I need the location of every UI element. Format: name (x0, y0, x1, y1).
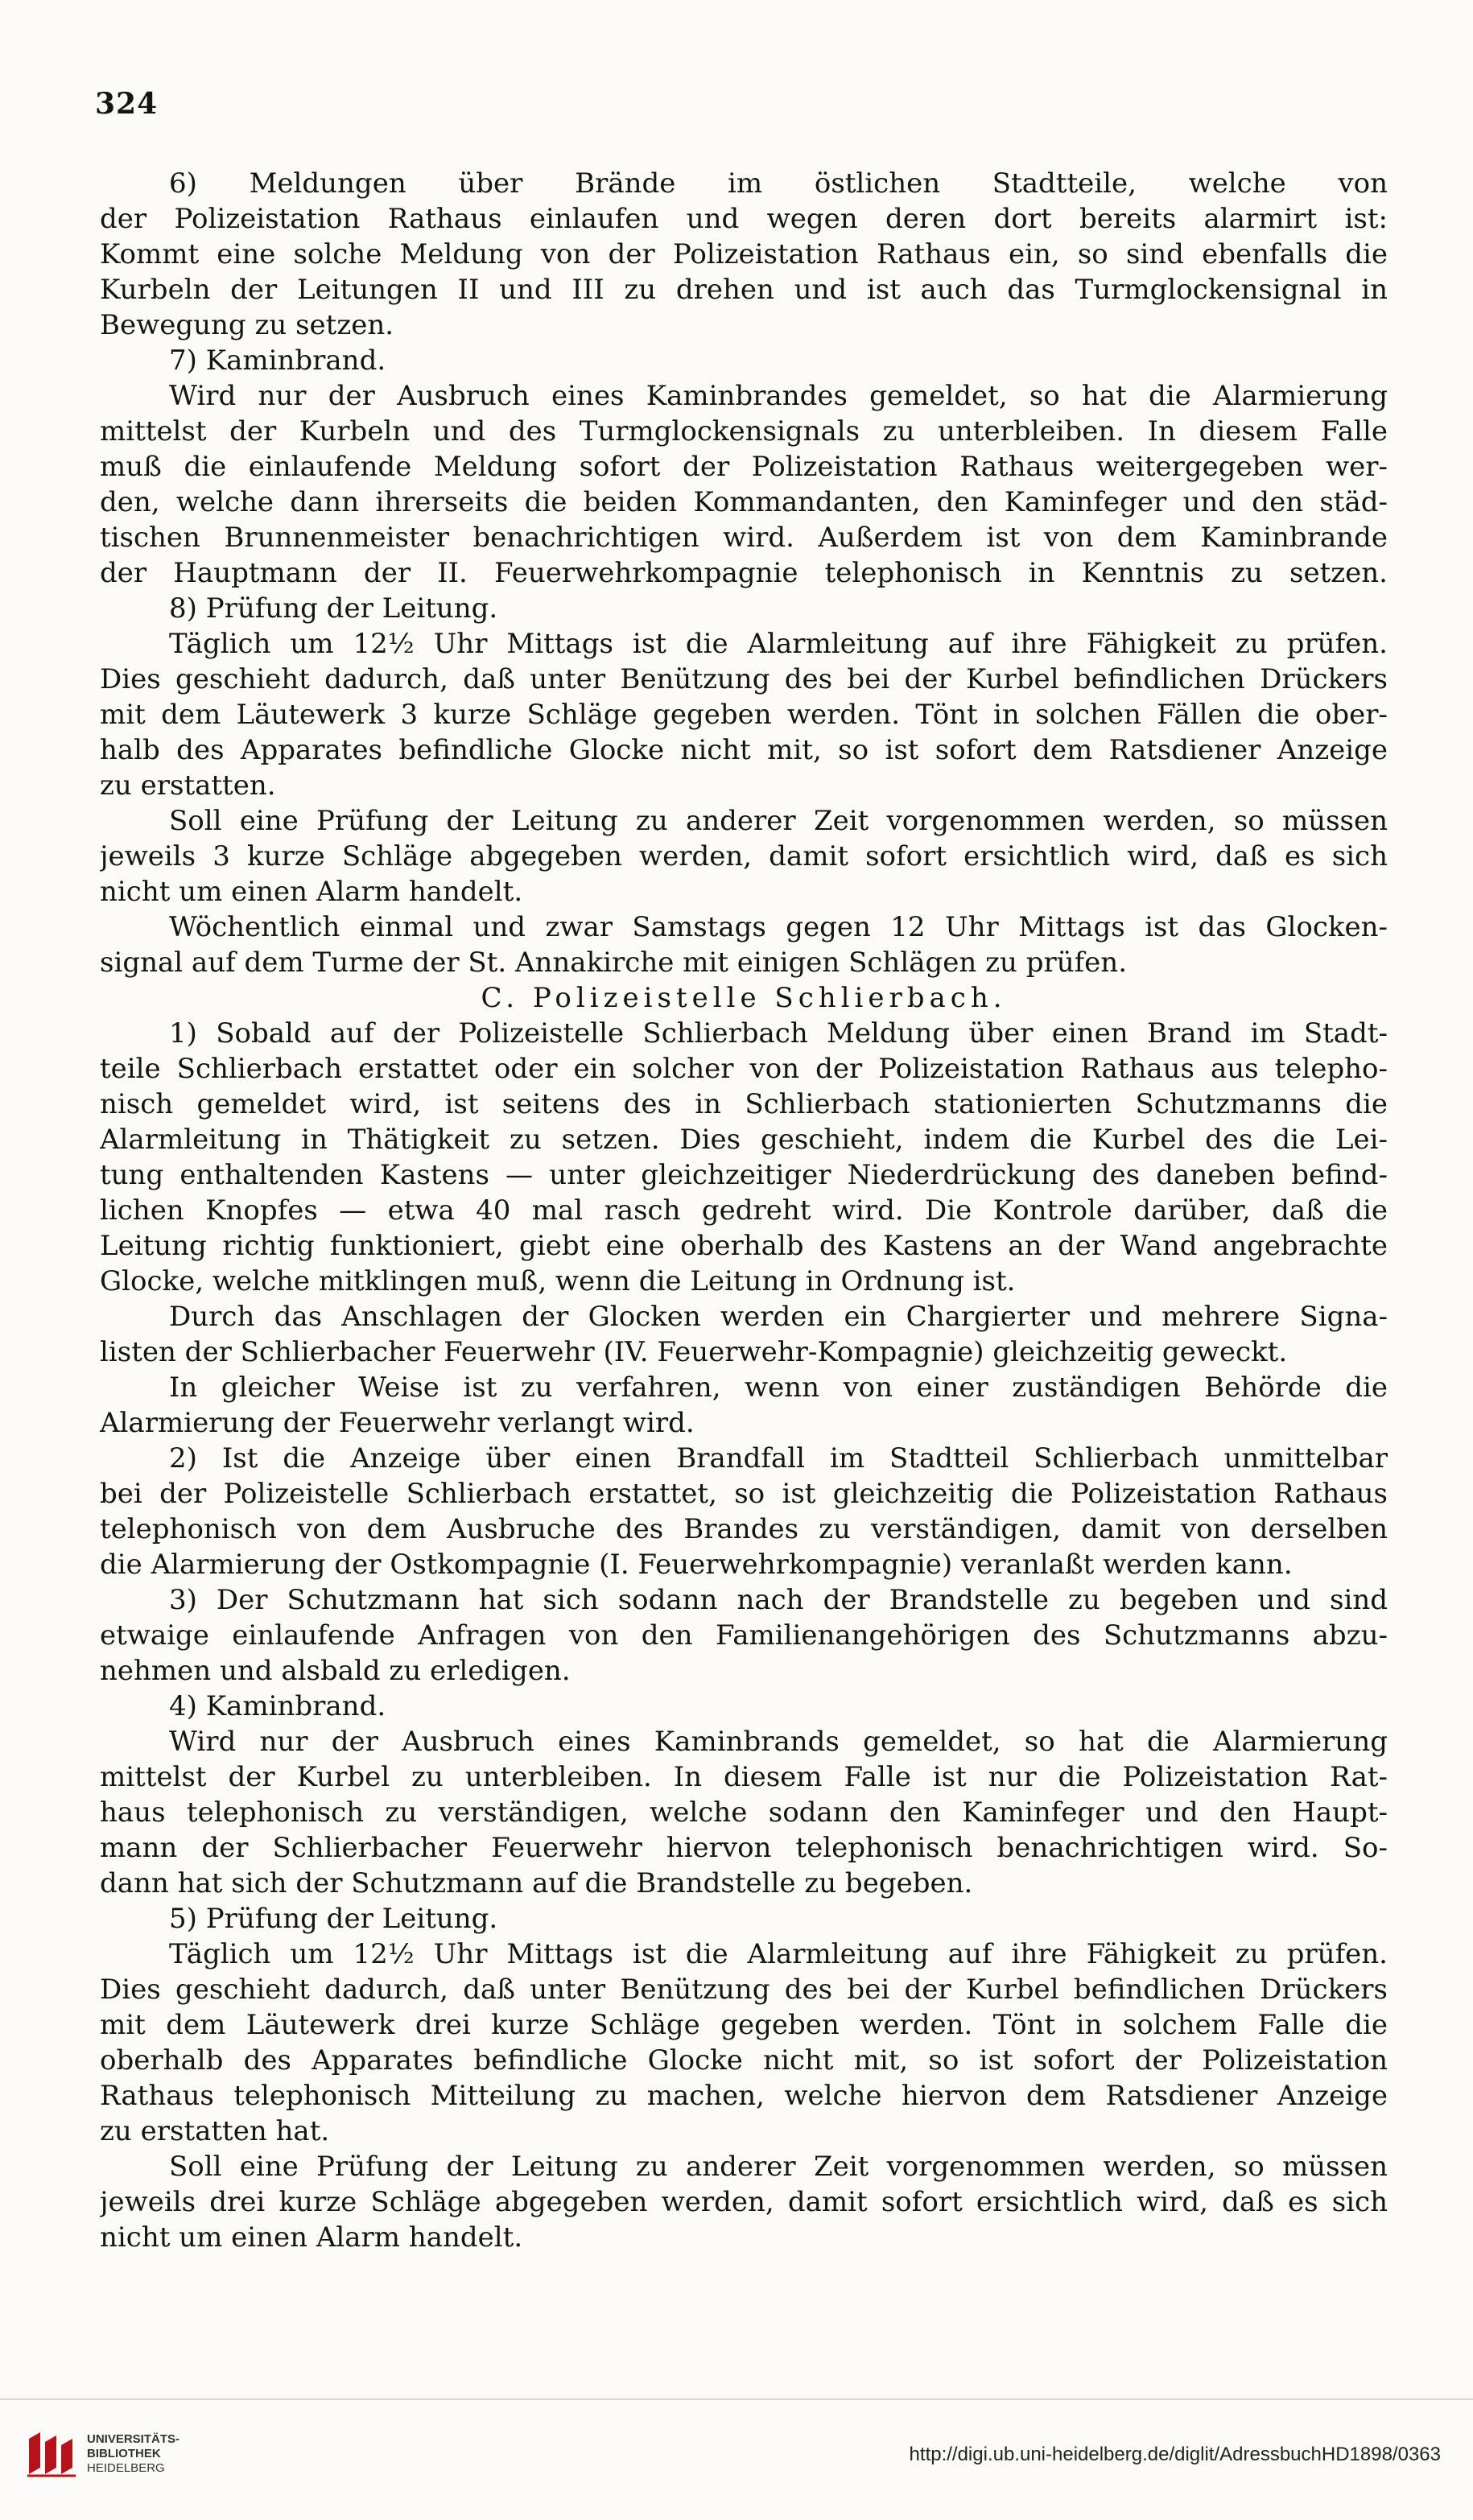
text-line: halb des Apparates befindliche Glocke nicht mit, so ist sofort dem Ratsdiener Anzeige (100, 734, 1388, 766)
text-line: mann der Schlierbacher Feuerwehr hiervon telephonisch benachrichtigen wird. So- (100, 1832, 1388, 1864)
page-body-text (100, 166, 1388, 2255)
text-line: der Polizeistation Rathaus einlaufen und wegen deren dort bereits alarmirt ist: (100, 203, 1388, 235)
text-line: den, welche dann ihrerseits die beiden Kommandanten, den Kaminfeger und den städ- (100, 486, 1388, 518)
text-line: Kommt eine solche Meldung von der Polizeistation Rathaus ein, so sind ebenfalls die (100, 238, 1388, 270)
text-line: mittelst der Kurbel zu unterbleiben. In diesem Falle ist nur die Polizeistation Rat- (100, 1761, 1388, 1793)
text-line: Kurbeln der Leitungen II und III zu drehen und ist auch das Turmglockensignal in (100, 274, 1388, 306)
footer-bar (0, 2398, 1473, 2520)
text-line: Dies geschieht dadurch, daß unter Benützung des bei der Kurbel befindlichen Drückers (100, 663, 1388, 695)
text-line: tung enthaltenden Kastens — unter gleichzeitiger Niederdrückung des daneben befind- (100, 1159, 1388, 1191)
text-line: signal auf dem Turme der St. Annakirche mit einigen Schlägen zu prüfen. (100, 947, 1128, 979)
text-line: 4) Kaminbrand. (169, 1690, 386, 1722)
text-line: mittelst der Kurbeln und des Turmglockensignals zu unterbleiben. In diesem Falle (100, 415, 1388, 447)
text-line: 2) Ist die Anzeige über einen Brandfall im Stadtteil Schlierbach unmittelbar (169, 1442, 1388, 1474)
library-logo-text[interactable] (87, 2432, 179, 2476)
text-line: etwaige einlaufende Anfragen von den Familienangehörigen des Schutzmanns abzu- (100, 1619, 1388, 1652)
digital-library-url-link[interactable]: http://digi.ub.uni-heidelberg.de/diglit/AdressbuchHD1898/0363 (909, 2444, 1441, 2465)
text-line: 5) Prüfung der Leitung. (169, 1903, 498, 1935)
text-line: listen der Schlierbacher Feuerwehr (IV. Feuerwehr-Kompagnie) gleichzeitig geweckt. (100, 1336, 1288, 1368)
logo-line-1: UNIVERSITÄTS- (87, 2432, 180, 2446)
text-line: Wöchentlich einmal und zwar Samstags gegen 12 Uhr Mittags ist das Glocken- (169, 911, 1388, 943)
text-line: Bewegung zu setzen. (100, 309, 394, 341)
text-line: zu erstatten hat. (100, 2115, 330, 2147)
text-line: In gleicher Weise ist zu verfahren, wenn von einer zuständigen Behörde die (169, 1371, 1388, 1404)
text-line: 3) Der Schutzmann hat sich sodann nach der Brandstelle zu begeben und sind (169, 1584, 1388, 1616)
text-line: lichen Knopfes — etwa 40 mal rasch gedreht wird. Die Kontrole darüber, daß die (100, 1194, 1388, 1227)
text-line: muß die einlaufende Meldung sofort der Polizeistation Rathaus weitergegeben wer- (100, 451, 1388, 483)
page-number: 324 (95, 87, 159, 121)
text-line: Dies geschieht dadurch, daß unter Benützung des bei der Kurbel befindlichen Drückers (100, 1974, 1388, 2006)
text-line: nicht um einen Alarm handelt. (100, 876, 523, 908)
text-line: Wird nur der Ausbruch eines Kaminbrandes gemeldet, so hat die Alarmierung (169, 380, 1388, 412)
section-heading: C. Polizeistelle Schlierbach. (481, 982, 1007, 1014)
text-line: Glocke, welche mitklingen muß, wenn die Leitung in Ordnung ist. (100, 1265, 1016, 1297)
text-line: Soll eine Prüfung der Leitung zu anderer Zeit vorgenommen werden, so müssen (169, 2151, 1388, 2183)
text-line: jeweils drei kurze Schläge abgegeben werden, damit sofort ersichtlich wird, daß es sich (100, 2186, 1388, 2218)
text-line: Durch das Anschlagen der Glocken werden ein Chargierter und mehrere Signa- (169, 1301, 1388, 1333)
text-line: bei der Polizeistelle Schlierbach erstattet, so ist gleichzeitig die Polizeistation Rathaus (100, 1478, 1388, 1510)
text-line: Täglich um 12½ Uhr Mittags ist die Alarmleitung auf ihre Fähigkeit zu prüfen. (169, 628, 1388, 660)
text-line: Alarmierung der Feuerwehr verlangt wird. (100, 1407, 695, 1439)
text-line: jeweils 3 kurze Schläge abgegeben werden, damit sofort ersichtlich wird, daß es sich (100, 840, 1388, 872)
text-line: 1) Sobald auf der Polizeistelle Schlierbach Meldung über einen Brand im Stadt- (169, 1017, 1388, 1050)
text-line: 6) Meldungen über Brände im östlichen Stadtteile, welche von (169, 167, 1388, 200)
text-line: nisch gemeldet wird, ist seitens des in Schlierbach stationierten Schutzmanns die (100, 1088, 1388, 1120)
text-line: teile Schlierbach erstattet oder ein solcher von der Polizeistation Rathaus aus telepho- (100, 1053, 1388, 1085)
logo-line-3: HEIDELBERG (87, 2461, 165, 2475)
logo-line-2: BIBLIOTHEK (87, 2447, 161, 2460)
text-line: der Hauptmann der II. Feuerwehrkompagnie telephonisch in Kenntnis zu setzen. (100, 557, 1388, 589)
text-line: oberhalb des Apparates befindliche Glocke nicht mit, so ist sofort der Polizeistation (100, 2044, 1388, 2077)
text-line: haus telephonisch zu verständigen, welche sodann den Kaminfeger und den Haupt- (100, 1796, 1388, 1829)
text-line: Rathaus telephonisch Mitteilung zu machen, welche hiervon dem Ratsdiener Anzeige (100, 2080, 1388, 2112)
text-line: Alarmleitung in Thätigkeit zu setzen. Dies geschieht, indem die Kurbel des die Lei- (100, 1124, 1388, 1156)
text-line: Täglich um 12½ Uhr Mittags ist die Alarmleitung auf ihre Fähigkeit zu prüfen. (169, 1938, 1388, 1970)
text-line: mit dem Läutewerk drei kurze Schläge gegeben werden. Tönt in solchem Falle die (100, 2009, 1388, 2041)
text-line: zu erstatten. (100, 769, 276, 802)
text-line: nehmen und alsbald zu erledigen. (100, 1655, 571, 1687)
university-library-logo-icon[interactable] (24, 2427, 79, 2479)
text-line: mit dem Läutewerk 3 kurze Schläge gegeben werden. Tönt in solchen Fällen die ober- (100, 699, 1388, 731)
text-line: 8) Prüfung der Leitung. (169, 592, 498, 625)
text-line: Leitung richtig funktioniert, giebt eine oberhalb des Kastens an der Wand angebrachte (100, 1230, 1388, 1262)
text-line: nicht um einen Alarm handelt. (100, 2221, 523, 2254)
text-line: Soll eine Prüfung der Leitung zu anderer Zeit vorgenommen werden, so müssen (169, 805, 1388, 837)
text-line: dann hat sich der Schutzmann auf die Brandstelle zu begeben. (100, 1867, 973, 1899)
text-line: tischen Brunnenmeister benachrichtigen wird. Außerdem ist von dem Kaminbrande (100, 522, 1388, 554)
text-line: 7) Kaminbrand. (169, 344, 386, 377)
text-line: telephonisch von dem Ausbruche des Brandes zu verständigen, damit von derselben (100, 1513, 1388, 1545)
text-line: Wird nur der Ausbruch eines Kaminbrands gemeldet, so hat die Alarmierung (169, 1726, 1388, 1758)
text-line: die Alarmierung der Ostkompagnie (I. Feuerwehrkompagnie) veranlaßt werden kann. (100, 1549, 1293, 1581)
